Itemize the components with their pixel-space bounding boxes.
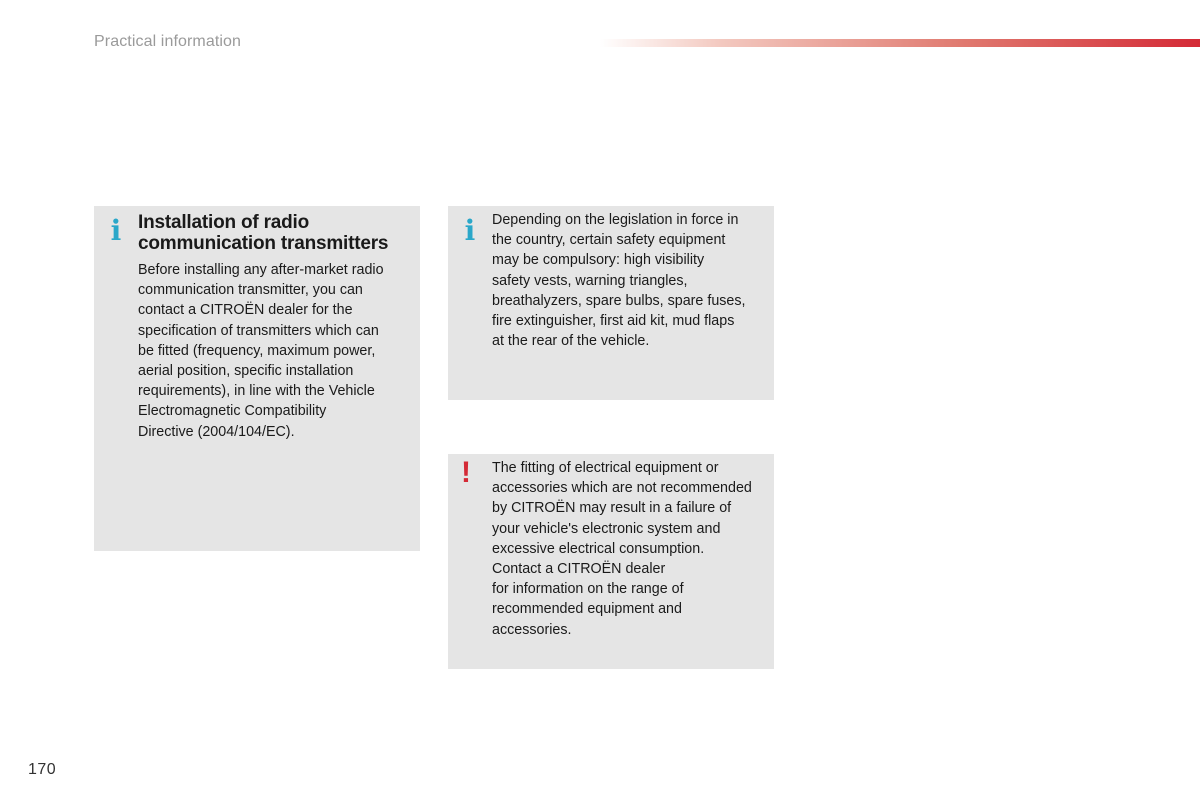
info-icon: i (110, 214, 122, 247)
electrical-equipment-warning-box (448, 454, 774, 669)
warning-icon: ! (461, 456, 471, 489)
box-text: The fitting of electrical equipment or accessories which are not recommended by CITROËN may result in a failure of your vehicle's electronic system and excessive electrical consumption. Contact a CITROËN dealer for information on the range of recommended equipment and accessories. (492, 460, 752, 638)
section-title: Practical information (94, 33, 242, 50)
box-text: Before installing any after-market radio communication transmitter, you can contact a CITROËN dealer for the specification of transmitters which can be fitted (frequency, maximum power, aerial position, specific installation requirements), in line with the Vehicle Electromagnetic Compatibility Directive (2004/104/EC). (138, 262, 384, 440)
safety-equipment-info-box (448, 206, 774, 400)
box-title: Installation of radio communication transmitters (138, 212, 389, 254)
page-number: 170 (28, 761, 57, 778)
box-text: Depending on the legislation in force in the country, certain safety equipment may be compulsory: high visibility safety vests, warning triangles, breathalyzers, spare bulbs, spare fuses, fire extinguisher, first aid kit, mud flaps at the rear of the vehicle. (492, 212, 746, 350)
radio-transmitters-info-box (94, 206, 420, 551)
info-icon: i (464, 214, 476, 247)
header-accent-bar (600, 39, 1200, 47)
